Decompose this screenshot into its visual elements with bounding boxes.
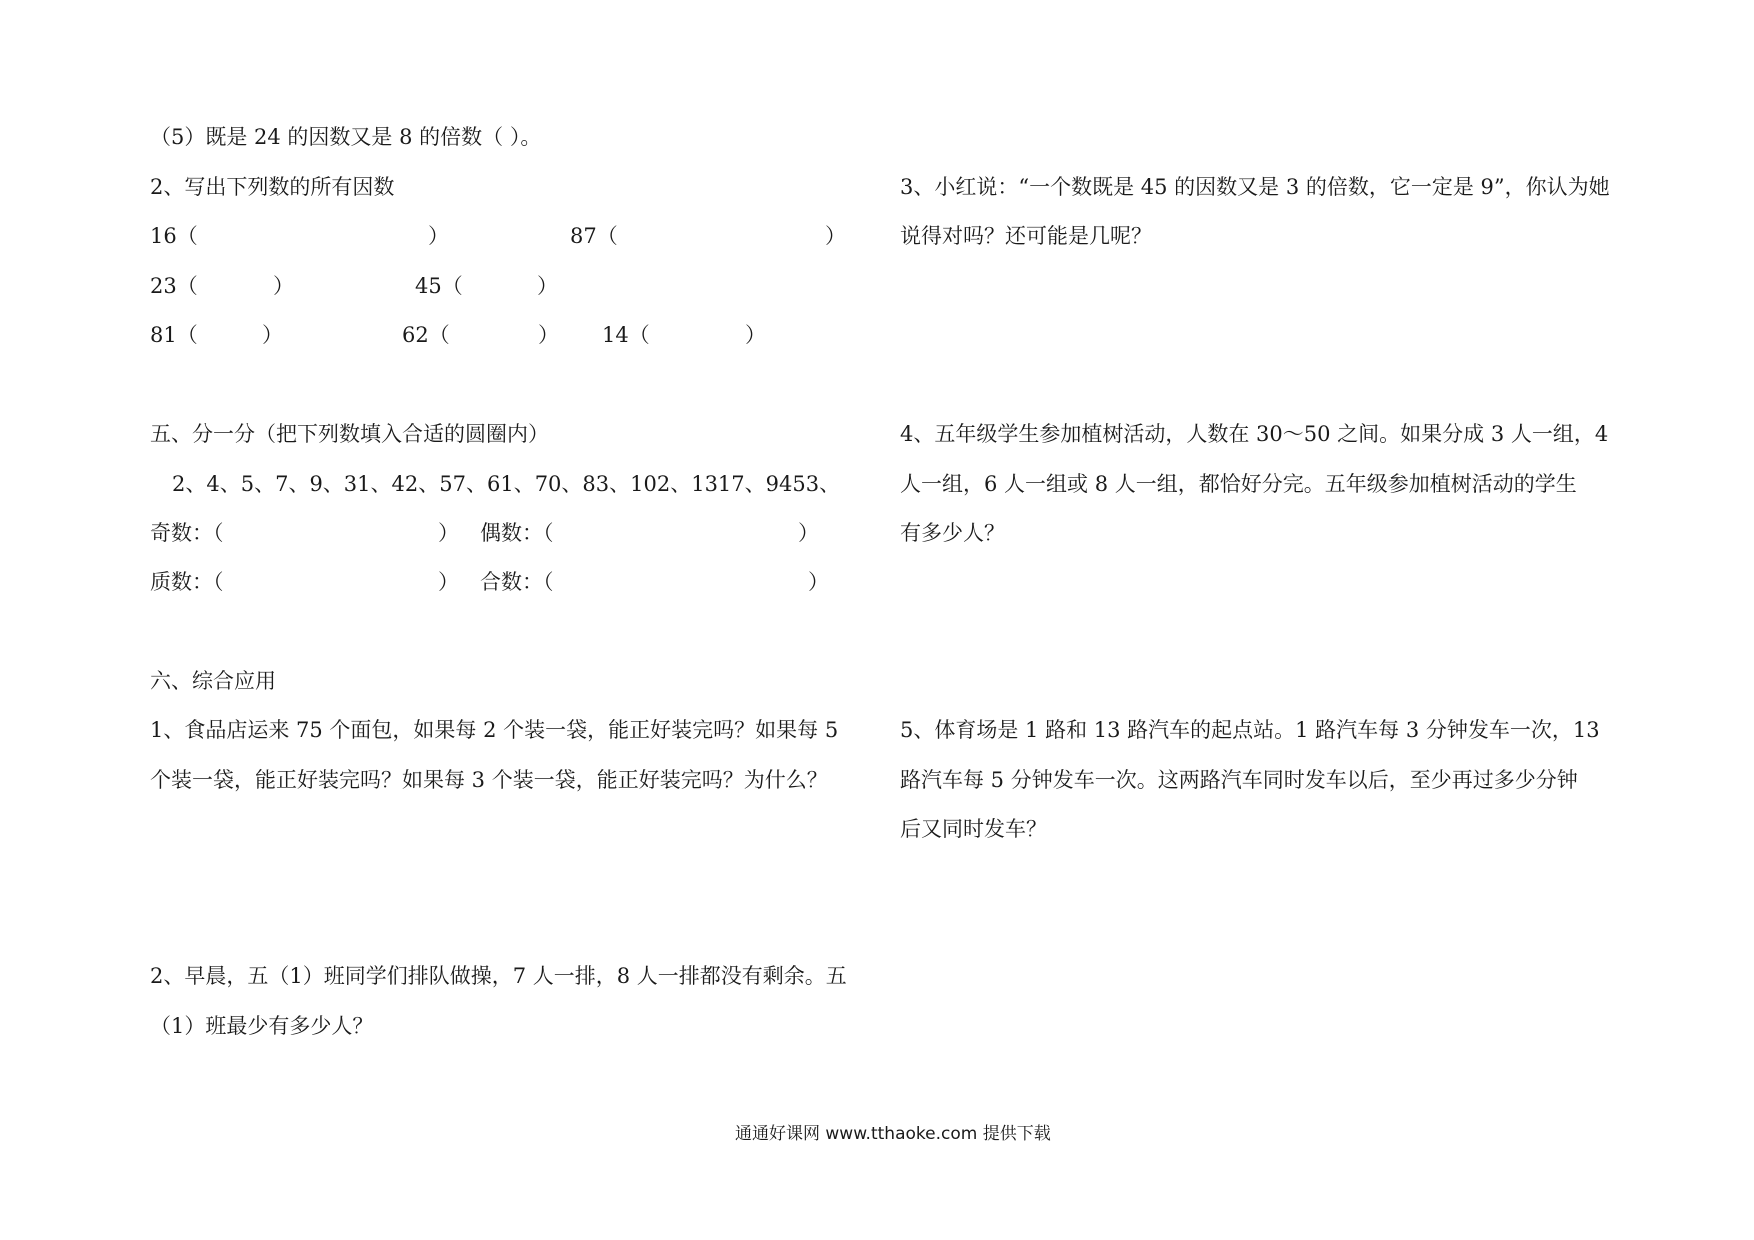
composite-label: 合数：（ (480, 570, 554, 594)
odd-label: 奇数：（ (150, 521, 224, 545)
problem-5-line-2: 路汽车每 5 分钟发车一次。这两路汽车同时发车以后，至少再过多少分钟 (900, 768, 1578, 792)
problem-2-line-2: （1）班最少有多少人？ (150, 1014, 374, 1038)
problem-2-line-1: 2、早晨，五（1）班同学们排队做操，7 人一排，8 人一排都没有剩余。五 (150, 964, 847, 988)
factor-14: 14（ (602, 323, 650, 347)
factor-16: 16（ (150, 224, 198, 248)
problem-4-line-1: 4、五年级学生参加植树活动，人数在 30～50 之间。如果分成 3 人一组，4 (900, 422, 1609, 446)
section-5-numbers: 2、4、5、7、9、31、42、57、61、70、83、102、1317、9453、 (172, 472, 841, 496)
factor-23: 23（ (150, 274, 198, 298)
factor-87: 87（ (570, 224, 618, 248)
factor-16-close: ） (428, 224, 449, 248)
even-close: ） (798, 521, 819, 545)
even-label: 偶数：（ (480, 521, 554, 545)
problem-3-line-2: 说得对吗？还可能是几呢？ (900, 224, 1152, 248)
composite-close: ） (808, 570, 829, 594)
factor-62: 62（ (402, 323, 450, 347)
prime-close: ） (438, 570, 459, 594)
factor-14-close: ） (745, 323, 766, 347)
factor-62-close: ） (538, 323, 559, 347)
section-5-title: 五、分一分（把下列数填入合适的圆圈内） (150, 422, 549, 446)
problem-4-line-3: 有多少人？ (900, 521, 1005, 545)
problem-5-line-1: 5、体育场是 1 路和 13 路汽车的起点站。1 路汽车每 3 分钟发车一次，13 (900, 718, 1600, 742)
section-2-title: 2、写出下列数的所有因数 (150, 175, 395, 199)
factor-23-close: ） (273, 274, 294, 298)
problem-5-line-3: 后又同时发车？ (900, 817, 1047, 841)
factor-81: 81（ (150, 323, 198, 347)
footer-credit: 通通好课网 www.tthaoke.com 提供下载 (735, 1124, 1051, 1144)
odd-close: ） (438, 521, 459, 545)
problem-3-line-1: 3、小红说：“一个数既是 45 的因数又是 3 的倍数，它一定是 9”，你认为她 (900, 175, 1610, 199)
section-6-title: 六、综合应用 (150, 669, 276, 693)
prime-label: 质数：（ (150, 570, 224, 594)
question-5-sub: （5）既是 24 的因数又是 8 的倍数（ ）。 (150, 125, 542, 149)
factor-81-close: ） (262, 323, 283, 347)
problem-1-line-2: 个装一袋，能正好装完吗？如果每 3 个装一袋，能正好装完吗？为什么？ (150, 768, 828, 792)
problem-4-line-2: 人一组，6 人一组或 8 人一组，都恰好分完。五年级参加植树活动的学生 (900, 472, 1577, 496)
problem-1-line-1: 1、食品店运来 75 个面包，如果每 2 个装一袋，能正好装完吗？如果每 5 (150, 718, 839, 742)
factor-45: 45（ (415, 274, 463, 298)
factor-87-close: ） (825, 224, 846, 248)
factor-45-close: ） (537, 274, 558, 298)
